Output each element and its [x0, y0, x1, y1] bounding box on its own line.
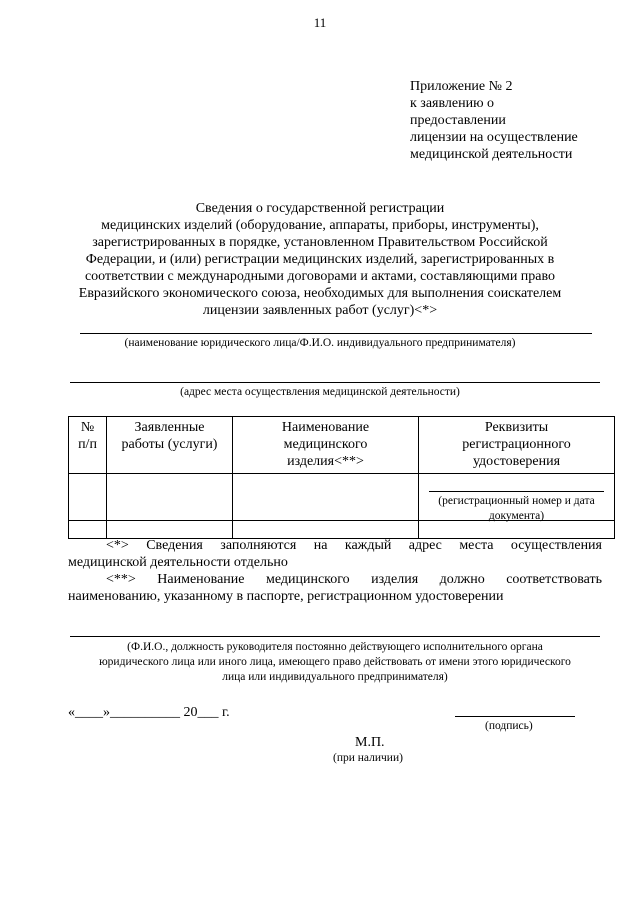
- appendix-header: [410, 78, 578, 163]
- entity-name-line[interactable]: [80, 333, 592, 334]
- signatory-caption: (Ф.И.О., должность руководителя постоянно действующего исполнительного органа юридического лица или иного лица, имеющего право действовать от имени этого юридического лица или индивидуального предпринимателя): [99, 641, 571, 683]
- footnote-2: <**> Наименование медицинского изделия должно соответствовать наименованию, указанному в паспорте, регистрационном удостоверении: [68, 572, 602, 604]
- table-row: [69, 474, 615, 521]
- title-line: Евразийского экономического союза, необходимых для выполнения соискателем: [78, 286, 562, 301]
- footnote-1: <*> Сведения заполняются на каждый адрес места осуществления медицинской деятельности отдельно: [68, 538, 602, 570]
- header-device-name: Наименование медицинского изделия<**>: [233, 417, 419, 474]
- table-cell-number[interactable]: [69, 474, 107, 521]
- date-field[interactable]: «____»__________ 20___ г.: [68, 705, 230, 720]
- appendix-line: к заявлению о: [410, 96, 495, 111]
- appendix-line: предоставлении: [410, 113, 506, 128]
- address-caption: (адрес места осуществления медицинской деятельности): [180, 386, 460, 398]
- registration-line: [429, 491, 604, 492]
- header-services: Заявленные работы (услуги): [107, 417, 233, 474]
- title-line: Сведения о государственной регистрации: [195, 201, 445, 216]
- appendix-line: медицинской деятельности: [410, 147, 573, 162]
- header-number: № п/п: [69, 417, 107, 474]
- title-line: соответствии с международными договорами и актами, составляющими право: [84, 269, 556, 284]
- appendix-line: Приложение № 2: [410, 79, 513, 94]
- header-registration: Реквизиты регистрационного удостоверения: [419, 417, 615, 474]
- registration-caption: (регистрационный номер и дата документа): [438, 495, 595, 522]
- document-title: [40, 200, 600, 319]
- table-cell-device[interactable]: [233, 521, 419, 539]
- table-cell-services[interactable]: [107, 521, 233, 539]
- medical-devices-table: [68, 416, 615, 539]
- appendix-line: лицензии на осуществление: [410, 130, 578, 145]
- page-number: 11: [313, 15, 327, 30]
- table-cell-number[interactable]: [69, 521, 107, 539]
- title-line: лицензии заявленных работ (услуг)<*>: [202, 303, 438, 318]
- signatory-line[interactable]: [70, 636, 600, 637]
- table-cell-services[interactable]: [107, 474, 233, 521]
- signature-line[interactable]: [455, 716, 575, 717]
- signature-label: (подпись): [485, 720, 533, 732]
- title-line: зарегистрированных в порядке, установленном Правительством Российской: [92, 235, 548, 250]
- title-line: медицинских изделий (оборудование, аппараты, приборы, инструменты),: [101, 218, 539, 233]
- title-line: Федерации, и (или) регистрации медицинских изделий, зарегистрированных в: [85, 252, 555, 267]
- stamp-note: (при наличии): [333, 752, 403, 764]
- address-line[interactable]: [70, 382, 600, 383]
- entity-name-caption: (наименование юридического лица/Ф.И.О. индивидуального предпринимателя): [124, 337, 516, 349]
- table-cell-device[interactable]: [233, 474, 419, 521]
- stamp-label: М.П.: [355, 735, 385, 750]
- table-cell-registration[interactable]: [419, 474, 615, 521]
- table-header-row: [69, 417, 615, 474]
